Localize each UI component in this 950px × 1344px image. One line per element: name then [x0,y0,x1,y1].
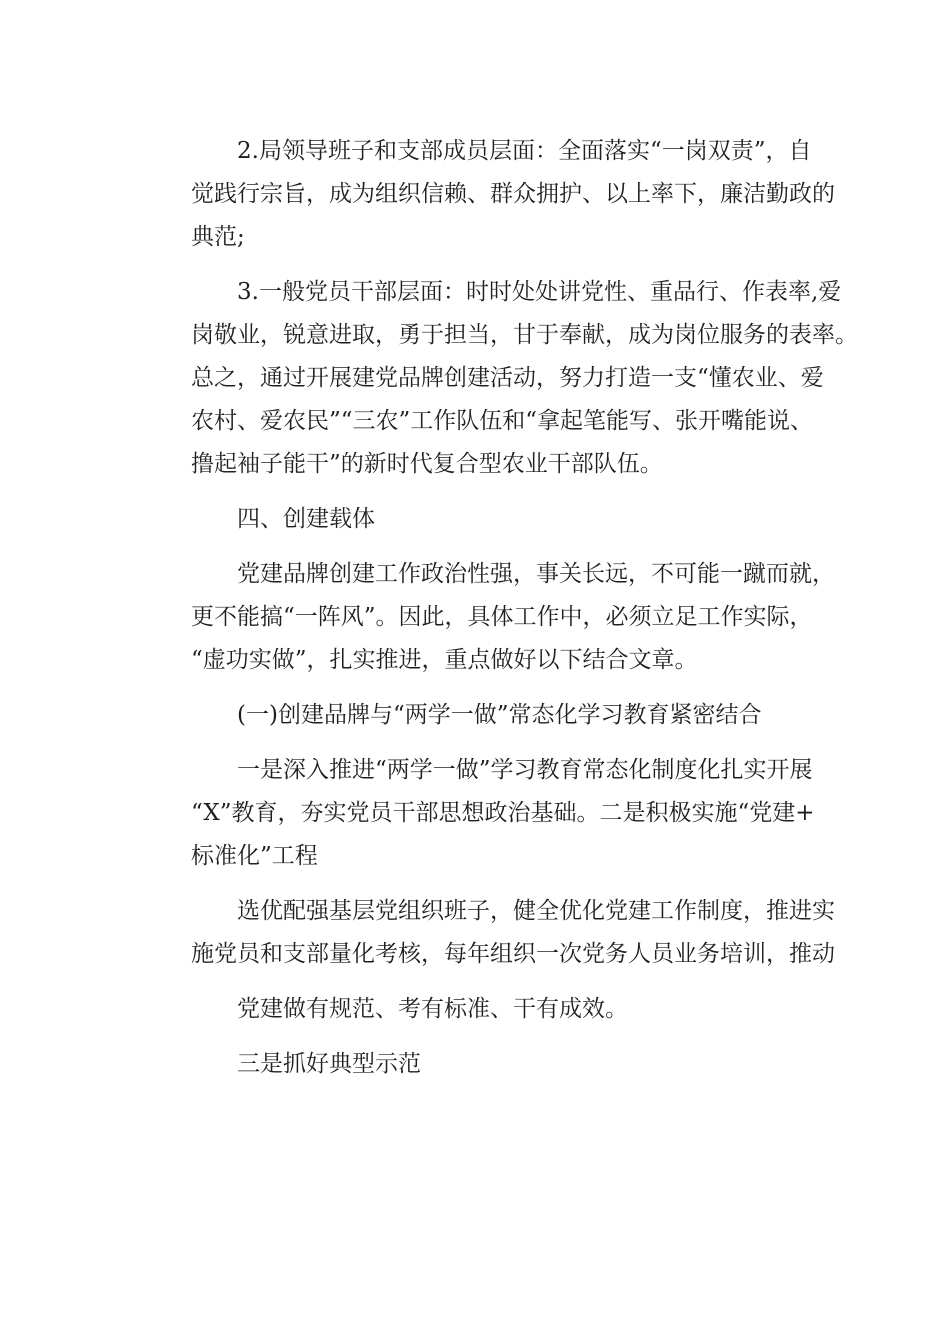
paragraph-line: 选优配强基层党组织班子，健全优化党建工作制度，推进实 [237,898,835,924]
paragraph-line: 典范; [191,224,245,250]
paragraph-line: 标准化”工程 [191,843,318,869]
paragraph-line: 农村、爱农民”“三农”工作队伍和“拿起笔能写、张开嘴能说、 [191,408,814,434]
paragraph-line: 施党员和支部量化考核，每年组织一次党务人员业务培训，推动 [191,941,835,967]
paragraph-line: 党建做有规范、考有标准、干有成效。 [237,996,628,1022]
paragraph-line: 2.局领导班子和支部成员层面：全面落实“一岗双责”，自 [237,138,812,164]
subsection-heading-1 [145,694,813,737]
paragraph-line: 岗敬业，锐意进取，勇于担当，甘于奉献，成为岗位服务的表率。 [191,322,858,348]
paragraph-standards [145,988,813,1031]
paragraph-study-education [145,749,813,878]
paragraph-line: 三是抓好典型示范 [237,1051,421,1077]
paragraph-carrier-intro [145,553,835,682]
paragraph-line: 总之，通过开展建党品牌创建活动，努力打造一支“懂农业、爱 [191,365,824,391]
paragraph-leadership-level [145,130,835,259]
paragraph-typical-demonstration [145,1043,813,1086]
document-body [145,130,858,1086]
paragraph-line: 觉践行宗旨，成为组织信赖、群众拥护、以上率下，廉洁勤政的 [191,181,835,207]
paragraph-member-level [145,271,858,486]
paragraph-line: 更不能搞“一阵风”。因此，具体工作中，必须立足工作实际， [191,604,813,630]
paragraph-line: “X”教育，夯实党员干部思想政治基础。二是积极实施“党建+ [191,800,815,826]
subsection-heading: (一)创建品牌与“两学一做”常态化学习教育紧密结合 [237,702,762,728]
paragraph-line: 一是深入推进“两学一做”学习教育常态化制度化扎实开展 [237,757,813,783]
section-heading: 四、创建载体 [237,506,375,532]
paragraph-line: 3.一般党员干部层面：时时处处讲党性、重品行、作表率,爱 [237,279,842,305]
section-heading-carrier [145,498,813,541]
paragraph-team-building [145,890,835,976]
paragraph-line: “虚功实做”，扎实推进，重点做好以下结合文章。 [191,647,698,673]
paragraph-line: 党建品牌创建工作政治性强，事关长远，不可能一蹴而就， [237,561,835,587]
paragraph-line: 撸起袖子能干”的新时代复合型农业干部队伍。 [191,451,663,477]
